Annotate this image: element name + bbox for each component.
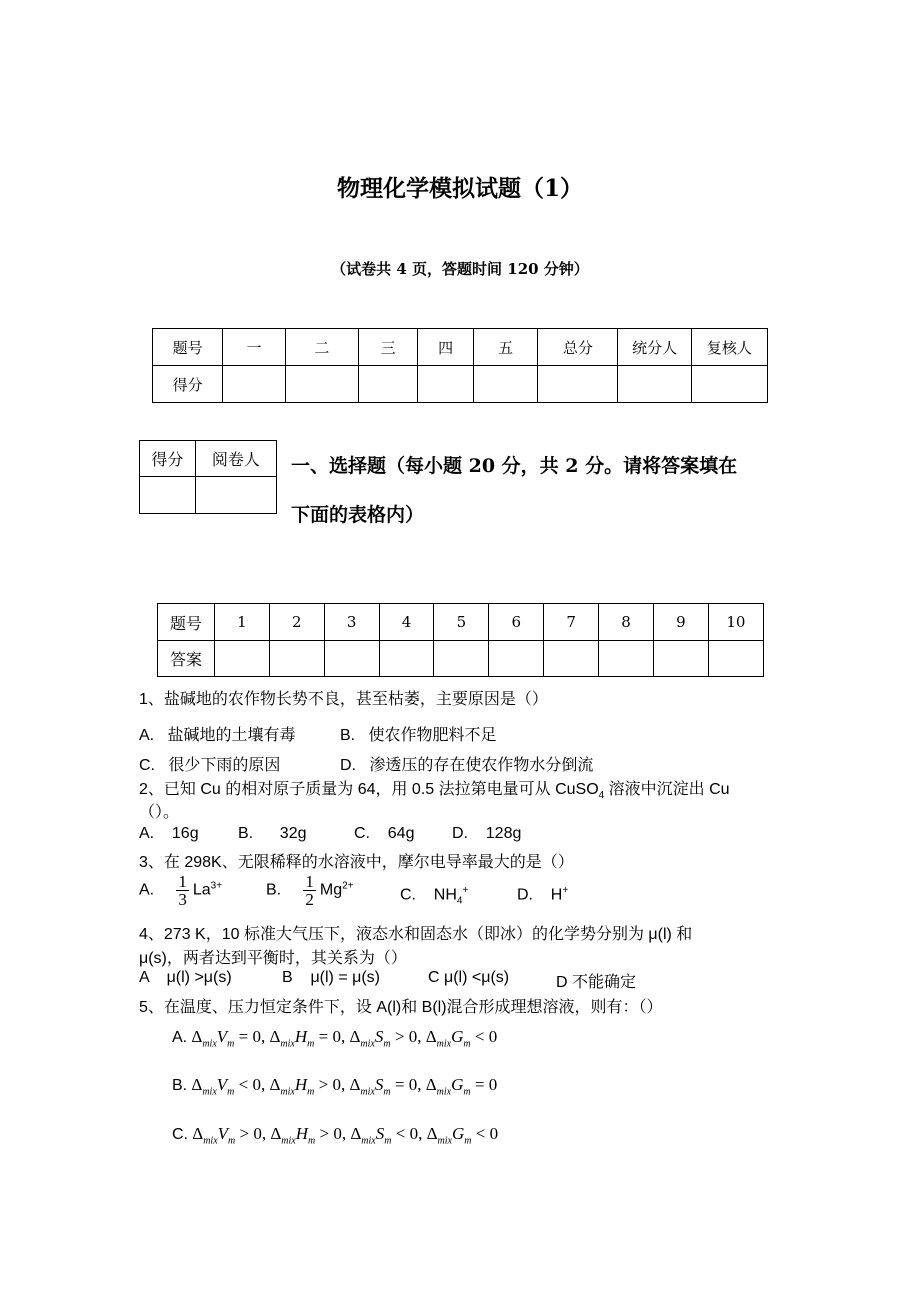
question-4-option-d: D 不能确定 <box>556 974 637 991</box>
option-label: B. <box>172 1077 188 1094</box>
score-header-cell: 三 <box>358 329 417 366</box>
ion-symbol: NH <box>433 886 457 904</box>
score-header-cell: 五 <box>473 329 537 366</box>
score-header-cell: 复核人 <box>691 329 767 366</box>
ion-charge: + <box>562 885 569 896</box>
answer-number-cell: 5 <box>434 604 489 641</box>
question-2-stem <box>139 776 730 801</box>
answer-number-cell: 1 <box>214 604 269 641</box>
answer-table <box>157 603 764 677</box>
answer-cell[interactable] <box>324 641 379 677</box>
answer-number-cell: 4 <box>379 604 434 641</box>
ion-charge: 2+ <box>342 880 354 892</box>
grader-score-label: 得分 <box>140 441 196 477</box>
answer-header-label: 题号 <box>158 604 215 641</box>
fraction: $\frac{1}{3}$ <box>178 872 187 909</box>
answer-cell[interactable] <box>214 641 269 677</box>
answer-cell[interactable] <box>544 641 599 677</box>
score-cell[interactable] <box>418 366 473 403</box>
fraction: $\frac{1}{2}$ <box>305 872 314 909</box>
score-table <box>152 328 768 403</box>
answer-row-label: 答案 <box>158 641 215 677</box>
page-title: 物理化学模拟试题（1） <box>336 175 583 202</box>
question-5-option-c: C. $\Delta_{mix}V_m > 0$, $\Delta_{mix}H_m > 0$, $\Delta_{mix}S_m < 0$, $\Delta_{mix}G_m < 0$ <box>172 1124 499 1147</box>
score-cell[interactable] <box>473 366 537 403</box>
answer-table-answer-row <box>158 641 764 677</box>
answer-cell[interactable] <box>489 641 544 677</box>
score-cell[interactable] <box>618 366 691 403</box>
question-4-stem: 4、273 K，10 标准大气压下，液态水和固态水（即冰）的化学势分别为 μ(l) 和 <box>139 926 693 943</box>
answer-number-cell: 9 <box>653 604 708 641</box>
question-3-option-d <box>517 885 568 904</box>
question-2-stem-line2: （）。 <box>139 804 180 821</box>
question-5-option-a: A. $\Delta_{mix}V_m = 0$, $\Delta_{mix}H_m = 0$, $\Delta_{mix}S_m > 0$, $\Delta_{mix}G_m < 0$ <box>172 1027 498 1050</box>
question-2-subscript: 4 <box>598 790 605 802</box>
ion-charge: 3+ <box>210 880 223 892</box>
option-label: A. <box>172 1029 188 1046</box>
score-cell[interactable] <box>223 366 285 403</box>
answer-number-cell: 10 <box>708 604 763 641</box>
score-table-score-row <box>153 366 768 403</box>
question-5-stem: 5、在温度、压力恒定条件下，设 A(l)和 B(l)混合形成理想溶液，则有：（） <box>139 999 663 1016</box>
question-4-option-a: A μ(l) >μ(s) <box>139 969 232 986</box>
answer-number-cell: 7 <box>544 604 599 641</box>
ion-symbol: H <box>550 886 563 904</box>
score-header-cell: 二 <box>285 329 358 366</box>
question-4-option-c: C μ(l) <μ(s) <box>428 969 510 986</box>
score-header-cell: 四 <box>418 329 473 366</box>
question-3-option-c <box>400 885 468 907</box>
question-2-stem-text: 2、已知 Cu 的相对原子质量为 64，用 0.5 法拉第电量可从 CuSO <box>139 781 599 798</box>
question-1-option-c: C. 很少下雨的原因 <box>139 757 281 774</box>
option-label: C. <box>400 886 416 904</box>
score-row-label: 得分 <box>153 366 223 403</box>
question-2-stem-text-end: 溶液中沉淀出 Cu <box>604 781 730 798</box>
grader-reader-label: 阅卷人 <box>195 441 276 477</box>
answer-cell[interactable] <box>599 641 654 677</box>
score-header-cell: 一 <box>223 329 285 366</box>
ion-subscript: 4 <box>456 895 463 907</box>
option-label: D. <box>517 886 533 904</box>
answer-number-cell: 6 <box>489 604 544 641</box>
grader-reader-cell[interactable] <box>195 477 276 514</box>
ion-symbol: La <box>192 881 211 899</box>
answer-number-cell: 8 <box>599 604 654 641</box>
score-cell[interactable] <box>285 366 358 403</box>
question-2-option-a: A. 16g <box>139 825 199 842</box>
question-2-option-b: B. 32g <box>238 825 307 842</box>
question-4-option-b: B μ(l) = μ(s) <box>282 969 380 986</box>
answer-cell[interactable] <box>653 641 708 677</box>
answer-number-cell: 2 <box>269 604 324 641</box>
score-cell[interactable] <box>358 366 417 403</box>
answer-cell[interactable] <box>379 641 434 677</box>
question-2-option-d: D. 128g <box>452 825 522 842</box>
score-header-cell: 总分 <box>538 329 618 366</box>
exam-info: （试卷共 4 页，答题时间 120 分钟） <box>331 260 589 278</box>
question-3-stem: 3、在 298K、无限稀释的水溶液中，摩尔电导率最大的是（） <box>139 854 574 871</box>
answer-cell[interactable] <box>269 641 324 677</box>
question-3-option-a <box>139 873 222 908</box>
section-heading-cont: 下面的表格内） <box>291 504 425 526</box>
score-cell[interactable] <box>538 366 618 403</box>
question-4-stem-line2: μ(s)，两者达到平衡时，其关系为（） <box>139 950 407 967</box>
option-label: C. <box>172 1126 188 1143</box>
score-header-cell: 题号 <box>153 329 223 366</box>
score-table-header-row <box>153 329 768 366</box>
ion-symbol: Mg <box>319 881 343 899</box>
score-header-cell: 统分人 <box>618 329 691 366</box>
grader-box <box>139 440 277 514</box>
answer-table-number-row <box>158 604 764 641</box>
question-1-option-b: B. 使农作物肥料不足 <box>340 727 497 744</box>
question-1-option-d: D. 渗透压的存在使农作物水分倒流 <box>340 757 594 774</box>
answer-cell[interactable] <box>708 641 763 677</box>
ion-charge: + <box>462 885 469 896</box>
question-1-option-a: A. 盐碱地的土壤有毒 <box>139 727 296 744</box>
question-3-option-b <box>266 873 354 908</box>
answer-cell[interactable] <box>434 641 489 677</box>
option-label: A. <box>139 881 155 899</box>
section-heading: 一、选择题（每小题 20 分，共 2 分。请将答案填在 <box>291 455 738 477</box>
score-cell[interactable] <box>691 366 767 403</box>
answer-number-cell: 3 <box>324 604 379 641</box>
question-5-option-b: B. $\Delta_{mix}V_m < 0$, $\Delta_{mix}H_m > 0$, $\Delta_{mix}S_m = 0$, $\Delta_{mix}G_m = 0$ <box>172 1075 498 1098</box>
question-1-stem: 1、盐碱地的农作物长势不良，甚至枯萎，主要原因是（） <box>139 691 548 708</box>
question-2-option-c: C. 64g <box>354 825 415 842</box>
grader-score-cell[interactable] <box>140 477 196 514</box>
option-label: B. <box>266 881 282 899</box>
